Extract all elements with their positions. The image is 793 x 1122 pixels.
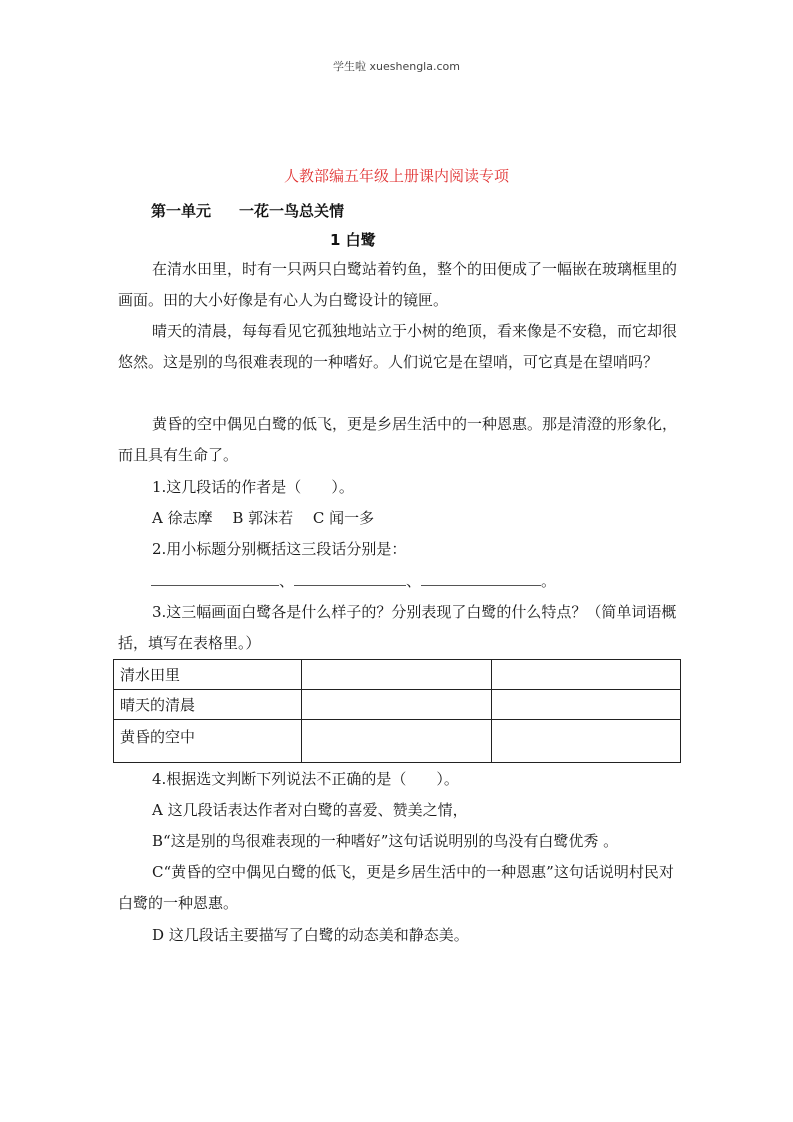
table-row-label: 清水田里 (114, 660, 302, 690)
table-row-label: 晴天的清晨 (114, 690, 302, 720)
table-answer-cell[interactable] (302, 660, 492, 690)
table-row (114, 690, 681, 720)
question-4-option-a: A 这几段话表达作者对白鹭的喜爱、赞美之情， (152, 801, 468, 819)
question-4-option-d: D 这几段话主要描写了白鹭的动态美和静态美。 (152, 926, 469, 944)
page-header: 学生啦 xueshengla.com (333, 60, 460, 73)
unit-name: 一花一鸟总关情 (239, 202, 345, 220)
table-answer-cell[interactable] (302, 720, 492, 763)
question-1-options: A 徐志摩 B 郭沫若 C 闻一多 (152, 509, 375, 527)
answer-blank-2[interactable] (294, 569, 406, 586)
table-row (114, 660, 681, 690)
passage-paragraph-3: 黄昏的空中偶见白鹭的低飞，更是乡居生活中的一种恩惠。那是清澄的形象化，而且具有生命了。 (118, 415, 678, 464)
table-row (114, 720, 681, 763)
blank-separator: 、 (279, 572, 295, 590)
passage-paragraph-1: 在清水田里，时有一只两只白鹭站着钓鱼，整个的田便成了一幅嵌在玻璃框里的画面。田的大小好像是有心人为白鹭设计的镜匣。 (118, 260, 678, 309)
unit-heading (151, 200, 344, 221)
table-answer-cell[interactable] (492, 690, 681, 720)
question-2-stem: 2.用小标题分别概括这三段话分别是： (152, 540, 407, 558)
blank-separator: 、 (406, 572, 422, 590)
document-title: 人教部编五年级上册课内阅读专项 (283, 167, 509, 185)
table-answer-cell[interactable] (302, 690, 492, 720)
answer-table (113, 659, 681, 763)
question-4-option-c: C“黄昏的空中偶见白鹭的低飞，更是乡居生活中的一种恩惠”这句话说明村民对白鹭的一种恩惠。 (118, 863, 674, 912)
answer-blank-3[interactable] (421, 569, 541, 586)
answer-blank-1[interactable] (151, 569, 279, 586)
unit-label: 第一单元 (151, 202, 212, 220)
passage-paragraph-2: 晴天的清晨，每每看见它孤独地站立于小树的绝顶，看来像是不安稳，而它却很悠然。这是别的鸟很难表现的一种嗜好。人们说它是在望哨，可它真是在望哨吗？ (118, 322, 678, 371)
question-4-option-b: B“这是别的鸟很难表现的一种嗜好”这句话说明别的鸟没有白鹭优秀 。 (152, 832, 619, 850)
blank-end: 。 (541, 572, 557, 590)
question-2-blanks (151, 566, 556, 597)
table-row-label: 黄昏的空中 (114, 720, 302, 763)
table-answer-cell[interactable] (492, 720, 681, 763)
lesson-title: 1 白鹭 (330, 231, 376, 249)
question-4-stem: 4.根据选文判断下列说法不正确的是（ ）。 (152, 770, 459, 788)
question-1-stem: 1.这几段话的作者是（ ）。 (152, 478, 354, 496)
table-answer-cell[interactable] (492, 660, 681, 690)
question-3-stem: 3.这三幅画面白鹭各是什么样子的？分别表现了白鹭的什么特点？（简单词语概括，填写在表格里。） (118, 603, 677, 652)
